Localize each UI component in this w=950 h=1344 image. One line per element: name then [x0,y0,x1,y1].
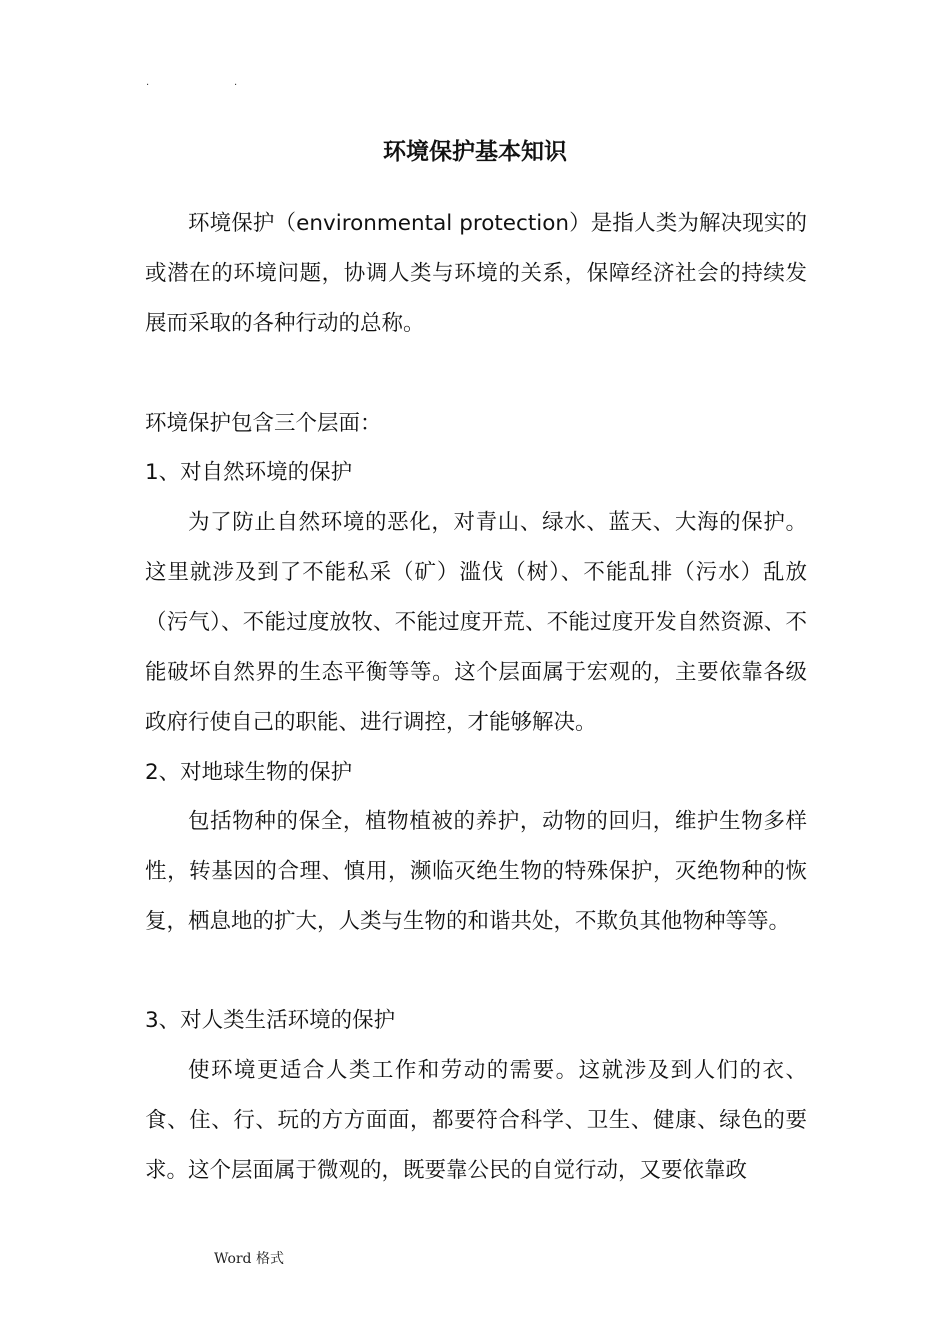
footer-label: Word 格式 [214,1251,284,1267]
section-body-biology: 包括物种的保全，植物植被的养护，动物的回归，维护生物多样性，转基因的合理、慎用，濒临灭绝生物的特殊保护，灭绝物种的恢复，栖息地的扩大，人类与生物的和谐共处，不欺负其他物种等等。 [145,809,807,934]
section-heading-living: 3、对人类生活环境的保护 [145,1008,396,1033]
section-heading-nature: 1、对自然环境的保护 [145,460,353,485]
section-body-nature: 为了防止自然环境的恶化，对青山、绿水、蓝天、大海的保护。这里就涉及到了不能私采（矿）滥伐（树）、不能乱排（污水）乱放（污气）、不能过度放牧、不能过度开荒、不能过度开发自然资源、不能破坏自然界的生态平衡等等。这个层面属于宏观的，主要依靠各级政府行使自己的职能、进行调控，才能够解决。 [145,510,807,735]
header-dot-left: . [146,77,150,88]
intro-paragraph: 环境保护（environmental protection）是指人类为解决现实的或潜在的环境问题，协调人类与环境的关系，保障经济社会的持续发展而采取的各种行动的总称。 [145,211,807,336]
header-dot-right: . [234,77,238,88]
section-body-living: 使环境更适合人类工作和劳动的需要。这就涉及到人们的衣、食、住、行、玩的方方面面，都要符合科学、卫生、健康、绿色的要求。这个层面属于微观的，既要靠公民的自觉行动，又要依靠政 [145,1058,807,1183]
levels-heading: 环境保护包含三个层面： [145,411,382,436]
document-title: 环境保护基本知识 [383,139,567,165]
section-heading-biology: 2、对地球生物的保护 [145,760,353,785]
